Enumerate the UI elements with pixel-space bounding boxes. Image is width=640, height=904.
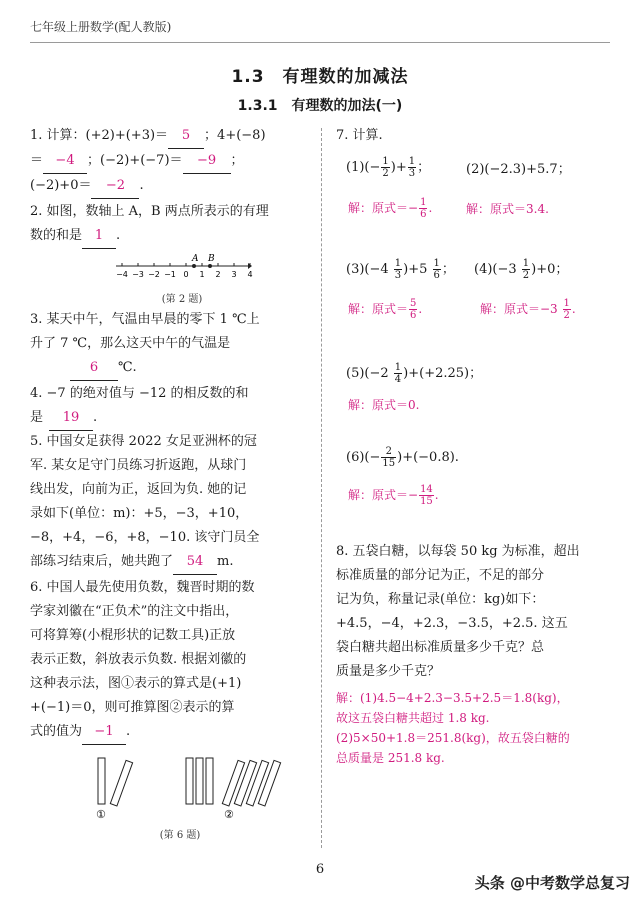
fraction bbox=[381, 156, 389, 179]
solution-text: 解：原式＝−3 bbox=[480, 302, 562, 316]
q7-text: )+0； bbox=[531, 262, 569, 277]
q1-text: ；(−2)+(−7)＝ bbox=[87, 153, 183, 168]
solution-text: 解：原式＝− bbox=[348, 488, 419, 502]
question-2 bbox=[30, 200, 310, 249]
denominator: 15 bbox=[420, 496, 433, 507]
denominator: 3 bbox=[394, 270, 402, 281]
q5-text: 线出发，向前为正，返回为负. 她的记 bbox=[30, 482, 247, 497]
q6-text: . bbox=[126, 724, 131, 739]
numerator: 1 bbox=[563, 298, 570, 309]
q3-text: 升了 7 ℃，那么这天中午的气温是 bbox=[30, 336, 231, 351]
question-3 bbox=[30, 308, 310, 381]
axis-tick-label: 0 bbox=[183, 270, 189, 279]
q1-text: ＝ bbox=[30, 153, 44, 168]
q2-text: 数的和是 bbox=[30, 228, 83, 243]
q6-text: +(−1)＝0，则可推算图②表示的算 bbox=[30, 700, 235, 715]
numerator: 1 bbox=[394, 258, 402, 269]
q7-problem-3 bbox=[346, 258, 455, 282]
rod-upright bbox=[98, 758, 105, 804]
q2-answer: 1 bbox=[82, 224, 116, 249]
question-7-heading: 7. 计算. bbox=[336, 128, 383, 143]
numerator: 14 bbox=[420, 484, 433, 495]
fraction bbox=[419, 484, 434, 507]
axis-tick-label: 4 bbox=[247, 270, 253, 279]
book-header: 七年级上册数学(配人教版) bbox=[30, 20, 172, 34]
q4-text: 是 bbox=[30, 410, 44, 425]
q3-answer: 6 bbox=[70, 356, 118, 381]
counting-rods-figure bbox=[90, 752, 290, 822]
fraction bbox=[394, 258, 402, 281]
q2-text: . bbox=[116, 228, 121, 243]
denominator: 6 bbox=[433, 270, 440, 281]
numerator: 1 bbox=[522, 258, 530, 269]
q8-text: +4.5，−4，+2.3，−3.5，+2.5. 这五 bbox=[336, 616, 568, 631]
figure-2-label: ② bbox=[224, 808, 234, 821]
numerator: 2 bbox=[381, 446, 396, 458]
q7-text: )+(+2.25)； bbox=[403, 366, 483, 381]
question-4 bbox=[30, 382, 310, 431]
figure-2-caption: (第 2 题) bbox=[161, 294, 203, 305]
solution-text: . bbox=[434, 488, 439, 502]
solution-text: 总质量是 251.8 kg. bbox=[336, 751, 445, 765]
q7-solution-2: 解：原式＝3.4. bbox=[466, 202, 549, 216]
question-6 bbox=[30, 576, 310, 745]
q4-text: 4. −7 的绝对值与 −12 的相反数的和 bbox=[30, 386, 249, 401]
numerator: 1 bbox=[382, 156, 389, 167]
q7-problem-5 bbox=[346, 362, 482, 386]
question-1 bbox=[30, 124, 310, 199]
q1-answer-3: −9 bbox=[183, 149, 231, 174]
figure-1-label: ① bbox=[96, 808, 106, 821]
q1-answer-4: −2 bbox=[91, 174, 139, 199]
q7-problem-2: (2)(−2.3)+5.7； bbox=[466, 162, 571, 177]
q6-text: 可将算筹(小棍形状的记数工具)正放 bbox=[30, 628, 236, 643]
q8-text: 袋白糖共超出标准质量多少千克？总 bbox=[336, 640, 545, 655]
source-watermark: 头条 @中考数学总复习 bbox=[474, 874, 630, 892]
q1-answer-2: −4 bbox=[43, 149, 87, 174]
q4-answer: 19 bbox=[49, 406, 93, 431]
q6-text: 6. 中国人最先使用负数，魏晋时期的数 bbox=[30, 580, 255, 595]
q7-text: (5)(−2 bbox=[346, 366, 393, 381]
q8-solution bbox=[336, 688, 616, 768]
q5-text: 5. 中国女足获得 2022 女足亚洲杯的冠 bbox=[30, 434, 257, 449]
section-title: 1.3 有理数的加减法 bbox=[231, 67, 409, 87]
q5-text: 部练习结束后，她共跑了 bbox=[30, 554, 174, 569]
q3-text: ℃. bbox=[118, 360, 137, 375]
header-divider bbox=[30, 42, 610, 43]
solution-text: . bbox=[571, 302, 576, 316]
axis-tick-label: 3 bbox=[231, 270, 237, 279]
q1-answer-1: 5 bbox=[168, 124, 204, 149]
q7-text: (4)(−3 bbox=[474, 262, 521, 277]
axis-tick-label: 2 bbox=[215, 270, 221, 279]
q7-solution-1 bbox=[348, 197, 432, 220]
q7-text: (6)(− bbox=[346, 450, 381, 465]
solution-text: 解：原式＝− bbox=[348, 201, 419, 215]
point-a-label: A bbox=[192, 254, 199, 264]
point-b-label: B bbox=[208, 254, 215, 264]
denominator: 6 bbox=[420, 209, 427, 220]
denominator: 15 bbox=[382, 458, 396, 469]
q7-problem-6 bbox=[346, 446, 459, 470]
q1-text: 1. 计算：(+2)+(+3)＝ bbox=[30, 128, 169, 143]
section-subtitle: 1.3.1 有理数的加法(一) bbox=[237, 98, 403, 114]
q7-problem-4 bbox=[474, 258, 568, 282]
numerator: 1 bbox=[408, 156, 416, 167]
rod-slanted bbox=[110, 760, 132, 806]
number-line-figure bbox=[112, 252, 252, 290]
axis-tick-label: −4 bbox=[116, 270, 128, 279]
q7-text: )+ bbox=[390, 160, 407, 175]
q7-text: )+(−0.8). bbox=[397, 450, 459, 465]
solution-text: (2)5×50+1.8＝251.8(kg)，故五袋白糖的 bbox=[336, 731, 570, 745]
q1-text: (−2)+0＝ bbox=[30, 178, 92, 193]
denominator: 2 bbox=[382, 168, 389, 179]
q7-solution-5: 解：原式＝0. bbox=[348, 398, 420, 412]
denominator: 3 bbox=[408, 168, 416, 179]
column-divider bbox=[321, 128, 322, 848]
solution-text: . bbox=[418, 302, 423, 316]
q7-text: (3)(−4 bbox=[346, 262, 393, 277]
question-5 bbox=[30, 430, 310, 575]
denominator: 2 bbox=[522, 270, 530, 281]
q5-answer: 54 bbox=[173, 550, 217, 575]
q7-text: ； bbox=[417, 160, 431, 175]
solution-text: 解：原式＝ bbox=[348, 302, 409, 316]
q6-text: 学家刘徽在“正负术”的注文中指出， bbox=[30, 604, 239, 619]
fraction bbox=[394, 362, 402, 385]
denominator: 6 bbox=[410, 310, 417, 321]
question-8 bbox=[336, 540, 616, 684]
fraction bbox=[409, 298, 417, 321]
q7-text: ； bbox=[441, 262, 455, 277]
solution-text: 解：(1)4.5−4+2.3−3.5+2.5＝1.8(kg)， bbox=[336, 691, 569, 705]
fraction bbox=[408, 156, 416, 179]
figure-6-caption: (第 6 题) bbox=[159, 830, 201, 841]
denominator: 4 bbox=[394, 374, 402, 385]
axis-tick-label: −3 bbox=[132, 270, 144, 279]
q5-text: m. bbox=[217, 554, 234, 569]
denominator: 2 bbox=[563, 310, 570, 321]
q5-text: −8，+4，−6，+8，−10. 该守门员全 bbox=[30, 530, 260, 545]
q8-text: 记为负，称量记录(单位：kg)如下： bbox=[336, 592, 545, 607]
q7-solution-4 bbox=[480, 298, 576, 321]
q6-text: 式的值为 bbox=[30, 724, 83, 739]
fraction bbox=[522, 258, 530, 281]
fraction bbox=[433, 258, 441, 281]
rod-upright bbox=[196, 758, 203, 804]
q3-text: 3. 某天中午，气温由早晨的零下 1 ℃上 bbox=[30, 312, 260, 327]
q1-text: . bbox=[139, 178, 144, 193]
numerator: 5 bbox=[410, 298, 417, 309]
rod-upright bbox=[186, 758, 193, 804]
q5-text: 录如下(单位：m)：+5，−3，+10， bbox=[30, 506, 249, 521]
solution-text: 故这五袋白糖共超过 1.8 kg. bbox=[336, 711, 490, 725]
rod-upright bbox=[206, 758, 213, 804]
axis-tick-label: −2 bbox=[148, 270, 160, 279]
numerator: 1 bbox=[420, 197, 427, 208]
q6-text: 表示正数，斜放表示负数. 根据刘徽的 bbox=[30, 652, 247, 667]
q1-text: ；4+(−8) bbox=[204, 128, 266, 143]
q8-text: 标准质量的部分记为正，不足的部分 bbox=[336, 568, 545, 583]
axis-tick-label: −1 bbox=[164, 270, 176, 279]
q7-solution-6 bbox=[348, 484, 439, 507]
fraction bbox=[563, 298, 571, 321]
fraction bbox=[419, 197, 427, 220]
point-b-marker bbox=[208, 264, 212, 268]
point-a-marker bbox=[192, 264, 196, 268]
fraction bbox=[381, 446, 396, 469]
q7-text: (1)(− bbox=[346, 160, 381, 175]
q6-answer: −1 bbox=[82, 720, 126, 745]
axis-tick-label: 1 bbox=[199, 270, 205, 279]
q5-text: 军. 某女足守门员练习折返跑，从球门 bbox=[30, 458, 247, 473]
q8-text: 质量是多少千克？ bbox=[336, 664, 441, 679]
q1-text: ； bbox=[230, 153, 244, 168]
q6-text: 这种表示法，图①表示的算式是(+1) bbox=[30, 676, 242, 691]
q7-solution-3 bbox=[348, 298, 422, 321]
q7-text: )+5 bbox=[403, 262, 432, 277]
q4-text: . bbox=[93, 410, 98, 425]
solution-text: . bbox=[428, 201, 433, 215]
numerator: 1 bbox=[433, 258, 440, 269]
numerator: 1 bbox=[394, 362, 402, 373]
page-number: 6 bbox=[315, 862, 325, 877]
q8-text: 8. 五袋白糖，以每袋 50 kg 为标准，超出 bbox=[336, 544, 580, 559]
q2-text: 2. 如图，数轴上 A，B 两点所表示的有理 bbox=[30, 204, 269, 219]
